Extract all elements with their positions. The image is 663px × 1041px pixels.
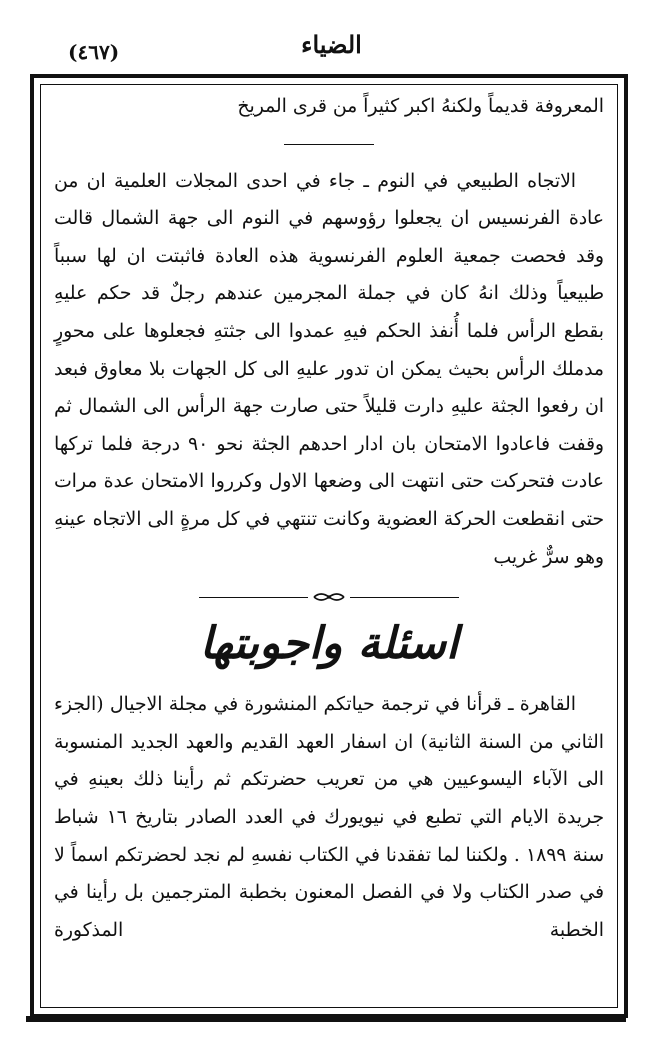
section-divider: [284, 144, 374, 145]
ornamental-divider: [199, 590, 459, 604]
ornament-line-left: [350, 597, 459, 598]
running-title: الضياء: [301, 30, 362, 59]
page-body: [54, 88, 604, 949]
section-heading: اسئلة واجوبتها: [199, 618, 459, 670]
ornament-line-right: [199, 597, 308, 598]
page-header: [30, 30, 633, 70]
frame-bottom-edge: [26, 1016, 626, 1022]
ornament-flourish-icon: [312, 590, 346, 604]
question-cairo: القاهرة ـ قرأنا في ترجمة حياتكم المنشورة في مجلة الاجيال (الجزء الثاني من السنة الثانية) ان اسفار العهد القديم والعهد الجديد المنسوبة الى الآباء اليسوعيين هي من تعريب حضرتكم ثم رأينا ذلك بعينهِ في جريدة الايام التي تطبع في نيويورك في العدد الصادر بتاريخ ١٦ شباط سنة ١٨٩٩ . ولكننا لما تفقدنا في الكتاب نفسهِ لم نجد لحضرتكم اسماً لا في صدر الكتاب ولا في الفصل المعنون بخطبة المترجمين بل رأينا في الخطبة المذكورة: [54, 694, 604, 941]
article-natural-sleep-direction: الاتجاه الطبيعي في النوم ـ جاء في احدى المجلات العلمية ان من عادة الفرنسيس ان يجعلوا رؤوسهم في النوم الى جهة الشمال قالت وقد فحصت جمعية العلوم الفرنسوية هذه العادة فاثبتت ان لها سبباً طبيعياً وذلك انهُ كان في جملة المجرمين عندهم رجلٌ قد حكم عليهِ بقطع الرأس فلما أُنفذ الحكم فيهِ عمدوا الى جثتهِ فجعلوها على محورٍ مدملك الرأس بحيث يمكن ان تدور عليهِ الى كل الجهات بلا معاوق فبعد ان رفعوا الجثة عليهِ دارت قليلاً حتى صارت جهة الرأس الى الشمال ثم وقفت فاعادوا الامتحان بان ادار احدهم الجثة نحو ٩٠ درجة فلما تركها عادت فتحركت حتى انتهت الى وضعها الاول وكرروا الامتحان عدة مرات حتى انقطعت الحركة العضوية وكانت تنتهي في كل مرةٍ الى الاتجاه عينهِ وهو سرٌّ غريب: [54, 170, 604, 568]
continued-paragraph: المعروفة قديماً ولكنهُ اكبر كثيراً من قرى المريخ: [237, 96, 604, 117]
page-number: (٤٦٧): [68, 40, 120, 64]
